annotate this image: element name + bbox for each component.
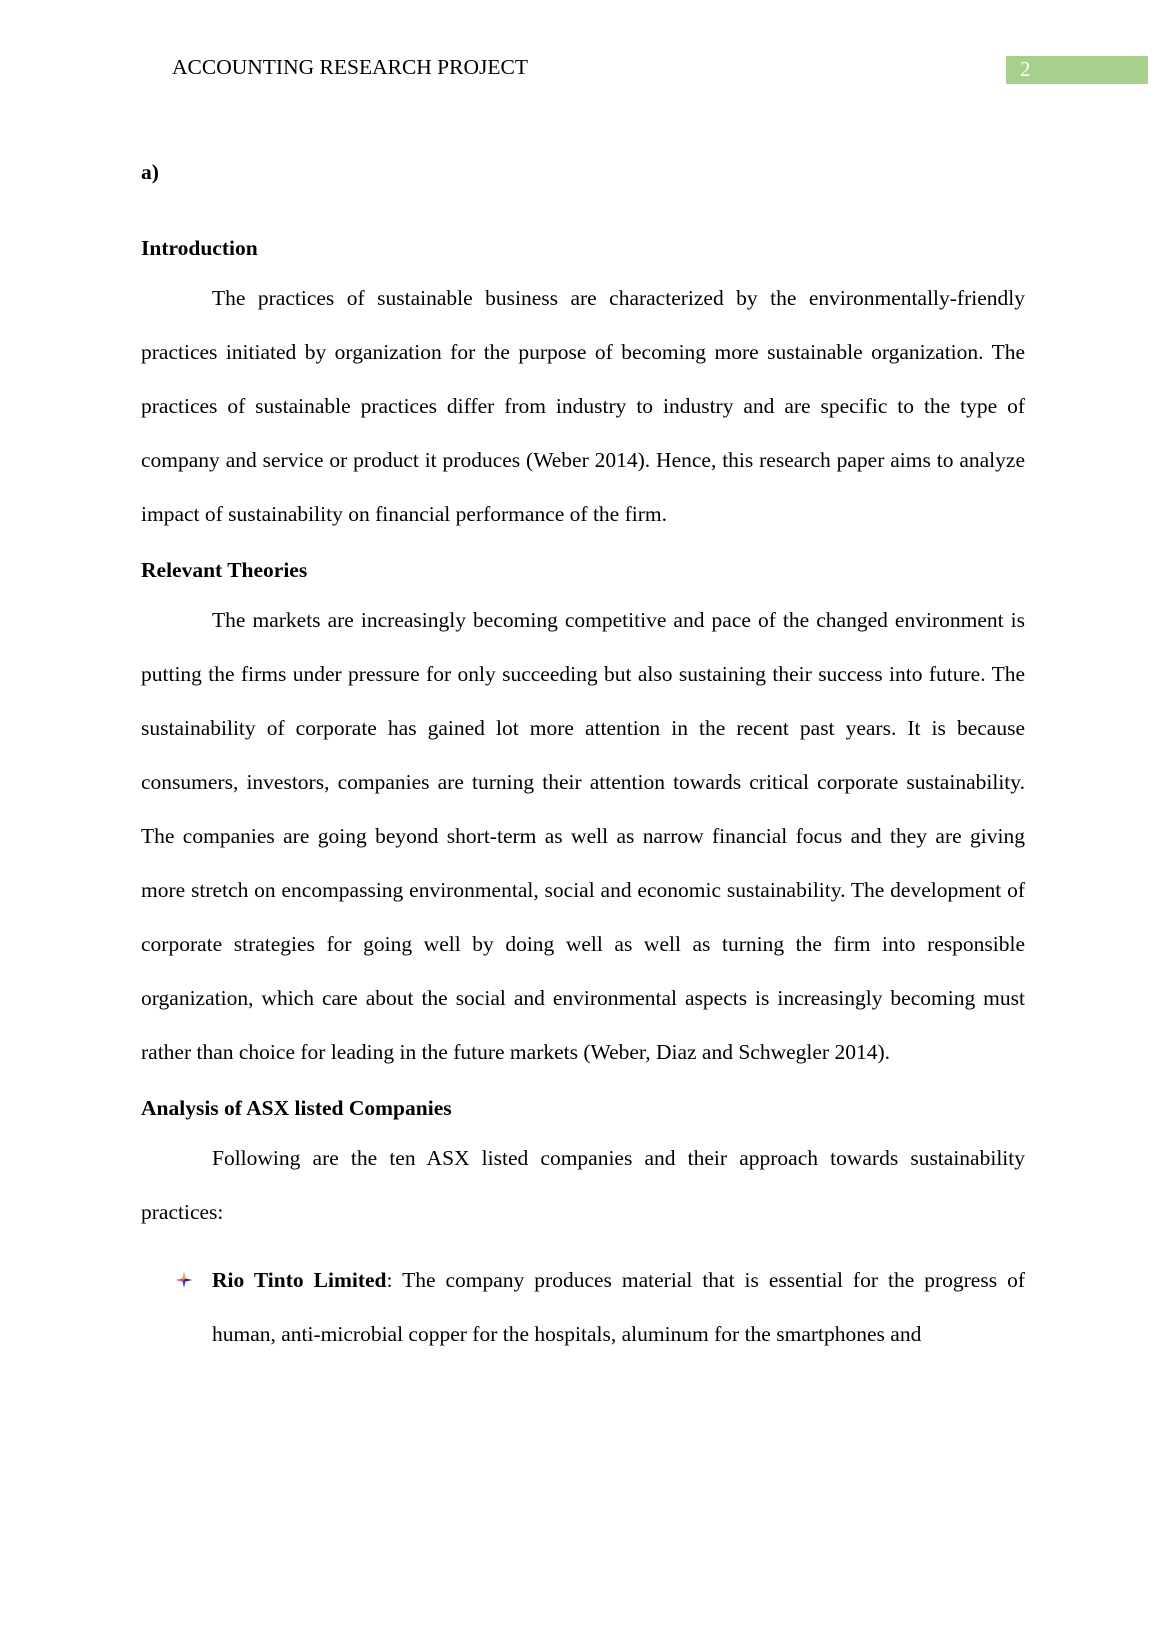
company-list bbox=[141, 1253, 1025, 1361]
page-number-box bbox=[1006, 56, 1148, 84]
heading-asx-analysis: Analysis of ASX listed Companies bbox=[141, 1096, 452, 1120]
heading-relevant-theories: Relevant Theories bbox=[141, 558, 308, 582]
company-description: : The company produces material that is essential for the progress of human, anti-microbial copper for the hospitals, aluminum for the smartphones and bbox=[212, 1268, 1025, 1346]
page-number: 2 bbox=[1020, 57, 1031, 81]
document-body bbox=[141, 160, 1025, 1361]
four-point-star-bullet-icon bbox=[176, 1272, 192, 1288]
paragraph-relevant-theories: The markets are increasingly becoming competitive and pace of the changed environment is putting the firms under pressure for only succeeding but also sustaining their success into future. The sustainability of corporate has gained lot more attention in the recent past years. It is because consumers, investors, companies are turning their attention towards critical corporate sustainability. The companies are going beyond short-term as well as narrow financial focus and they are giving more stretch on encompassing environmental, social and economic sustainability. The development of corporate strategies for going well by doing well as well as turning the firm into responsible organization, which care about the social and environmental aspects is increasingly becoming must rather than choice for leading in the future markets (Weber, Diaz and Schwegler 2014). bbox=[141, 608, 1025, 1064]
heading-introduction: Introduction bbox=[141, 236, 258, 260]
section-label: a) bbox=[141, 160, 159, 184]
running-header-title: ACCOUNTING RESEARCH PROJECT bbox=[172, 55, 528, 79]
list-item bbox=[141, 1253, 1025, 1361]
paragraph-introduction: The practices of sustainable business are characterized by the environmentally-friendly practices initiated by organization for the purpose of becoming more sustainable organization. The practices of sustainable practices differ from industry to industry and are specific to the type of company and service or product it produces (Weber 2014). Hence, this research paper aims to analyze impact of sustainability on financial performance of the firm. bbox=[141, 286, 1025, 526]
paragraph-asx-analysis: Following are the ten ASX listed companies and their approach towards sustainability practices: bbox=[141, 1146, 1025, 1224]
company-name: Rio Tinto Limited bbox=[212, 1268, 387, 1292]
